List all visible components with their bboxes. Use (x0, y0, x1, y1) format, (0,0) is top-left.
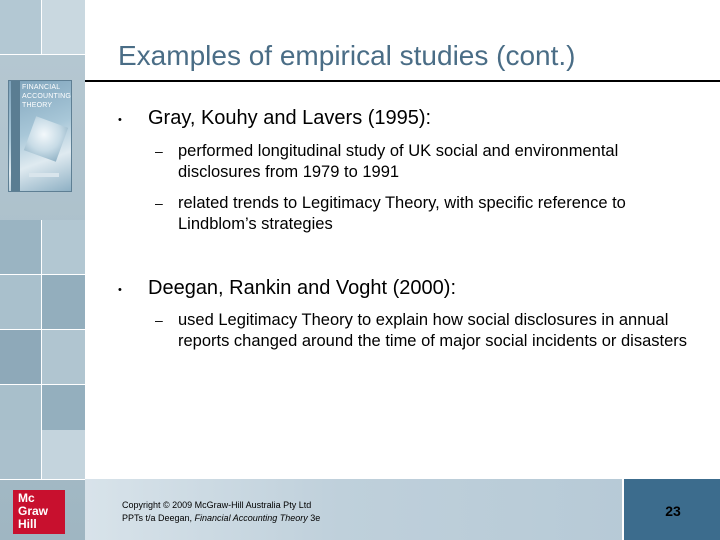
sub-bullet-text: used Legitimacy Theory to explain how social disclosures in annual reports changed around the time of major social incidents or disasters (178, 311, 688, 350)
bullet-marker: • (118, 114, 122, 126)
decor-tile (0, 0, 85, 55)
sub-bullet-text: performed longitudinal study of UK social and environmental disclosures from 1979 to 1991 (178, 142, 619, 181)
decor-tile (0, 430, 85, 480)
page-number: 23 (665, 503, 681, 519)
decor-tile (0, 275, 85, 330)
left-decorative-strip (0, 0, 85, 540)
bullet-marker: • (118, 284, 122, 296)
bullet-text: Deegan, Rankin and Voght (2000): (148, 277, 456, 299)
copyright-line: Copyright © 2009 McGraw-Hill Australia Pty Ltd (122, 500, 312, 510)
sub-bullet-text: related trends to Legitimacy Theory, with specific reference to Lindblom’s strategies (178, 194, 626, 233)
slide-footer (85, 479, 720, 540)
dash-marker: – (155, 143, 163, 159)
dash-marker: – (155, 195, 163, 211)
book-cover-image (8, 80, 72, 192)
mcgraw-hill-logo: Mc Graw Hill (13, 490, 65, 534)
title-divider (85, 80, 720, 82)
dash-marker: – (155, 312, 163, 328)
decor-tile (0, 330, 85, 385)
slide-title: Examples of empirical studies (cont.) (118, 40, 576, 71)
bullet-text: Gray, Kouhy and Lavers (1995): (148, 107, 432, 129)
page-number-box (622, 479, 720, 540)
decor-tile (0, 220, 85, 275)
book-cover-title: FINANCIAL ACCOUNTING THEORY (22, 84, 72, 109)
footer-copyright (122, 499, 320, 525)
ppt-credit-line: PPTs t/a Deegan, Financial Accounting Theory 3e (122, 513, 321, 523)
